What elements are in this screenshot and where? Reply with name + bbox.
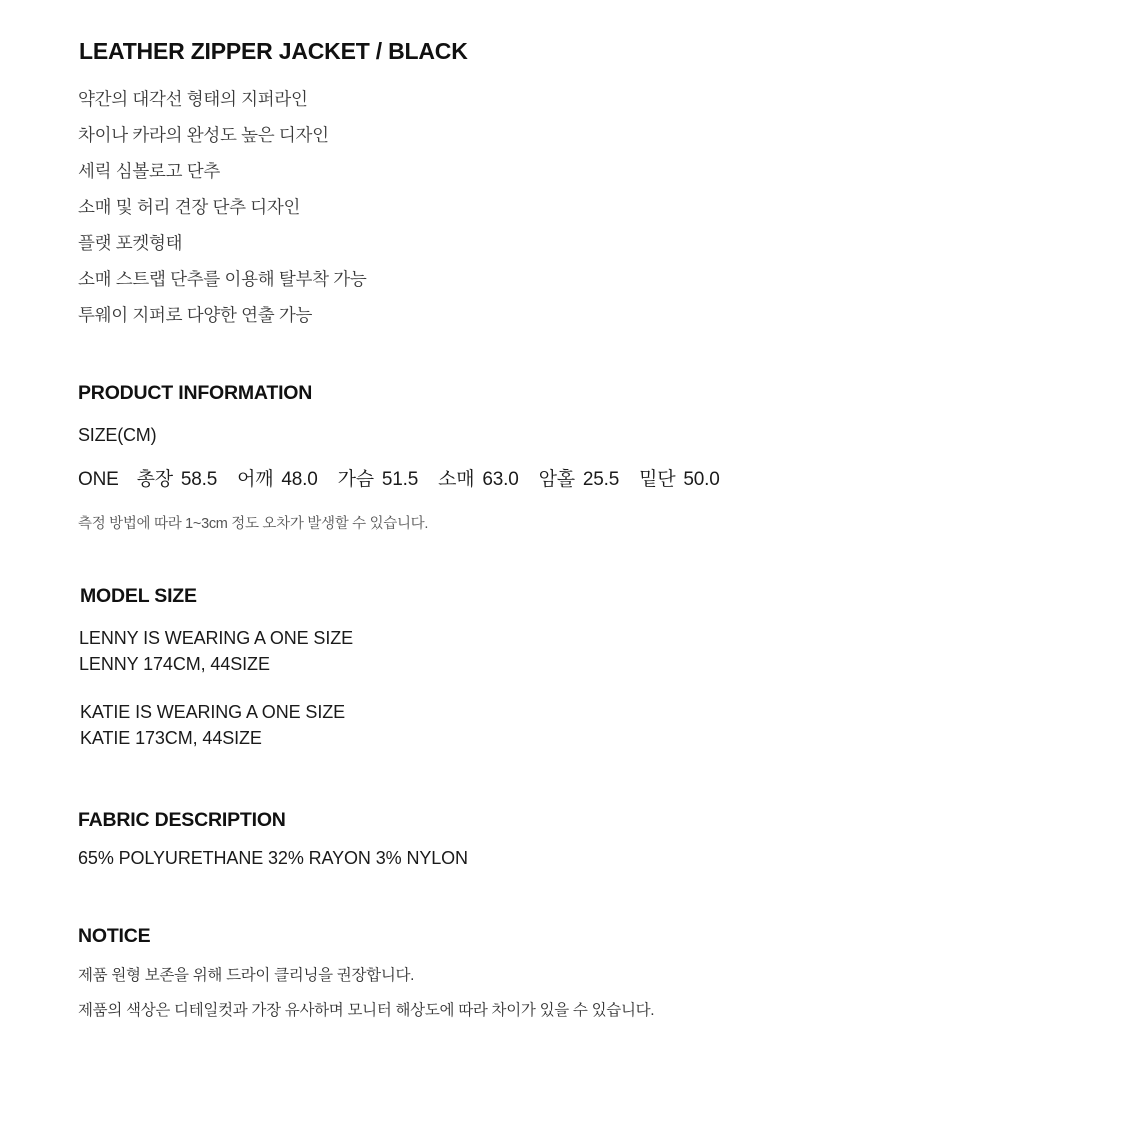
measurement-key: 암홀 [538, 468, 575, 490]
measurement-key: 가슴 [337, 468, 374, 490]
list-item: 소매 스트랩 단추를 이용해 탈부착 가능 [78, 269, 367, 289]
measurement-key: 소매 [438, 468, 475, 490]
product-information-section [78, 382, 1047, 533]
section-heading-model-size: MODEL SIZE [80, 584, 197, 607]
section-heading-product-information: PRODUCT INFORMATION [78, 381, 313, 404]
model-size-section [78, 585, 1047, 751]
list-item: 소매 및 허리 견장 단추 디자인 [78, 197, 301, 217]
size-name: ONE [78, 468, 119, 490]
measurement-value: 48.0 [281, 468, 318, 490]
notice-line: 제품의 색상은 디테일컷과 가장 유사하며 모니터 해상도에 따라 차이가 있을 수 있습니다. [78, 1001, 655, 1019]
notice-section [78, 925, 1047, 1020]
list-item: 세릭 심볼로고 단추 [78, 161, 220, 181]
page-title: LEATHER ZIPPER JACKET / BLACK [79, 38, 468, 64]
size-unit-label: SIZE(CM) [78, 424, 157, 445]
fabric-description-section [78, 809, 1047, 869]
list-item: 플랫 포켓형태 [78, 233, 183, 253]
model-wearing-line: KATIE IS WEARING A ONE SIZE [80, 701, 346, 722]
list-item: 투웨이 지퍼로 다양한 연출 가능 [78, 305, 313, 325]
model-info-lenny [79, 625, 1047, 677]
measurement-key: 밑단 [639, 468, 676, 490]
measurement-value: 51.5 [381, 468, 419, 490]
section-heading-fabric-description: FABRIC DESCRIPTION [78, 808, 286, 831]
model-wearing-line: LENNY IS WEARING A ONE SIZE [79, 627, 354, 648]
model-measurement-line: KATIE 173CM, 44SIZE [80, 727, 262, 748]
measurement-key: 어깨 [237, 468, 274, 490]
size-measurement-note: 측정 방법에 따라 1~3cm 정도 오차가 발생할 수 있습니다. [78, 515, 429, 532]
section-heading-notice: NOTICE [78, 924, 151, 947]
measurement-key: 총장 [136, 468, 173, 490]
fabric-composition: 65% POLYURETHANE 32% RAYON 3% NYLON [78, 847, 468, 868]
list-item: 차이나 카라의 완성도 높은 디자인 [78, 125, 329, 145]
measurement-value: 58.5 [180, 468, 218, 490]
model-info-katie [80, 699, 1047, 751]
measurement-value: 25.5 [582, 468, 620, 490]
feature-list [78, 91, 1047, 325]
notice-line: 제품 원형 보존을 위해 드라이 클리닝을 권장합니다. [78, 966, 415, 984]
measurement-value: 63.0 [482, 468, 519, 490]
size-measurement-row [78, 464, 1047, 491]
list-item: 약간의 대각선 형태의 지퍼라인 [78, 89, 308, 109]
measurement-value: 50.0 [683, 468, 720, 490]
model-measurement-line: LENNY 174CM, 44SIZE [79, 653, 270, 674]
